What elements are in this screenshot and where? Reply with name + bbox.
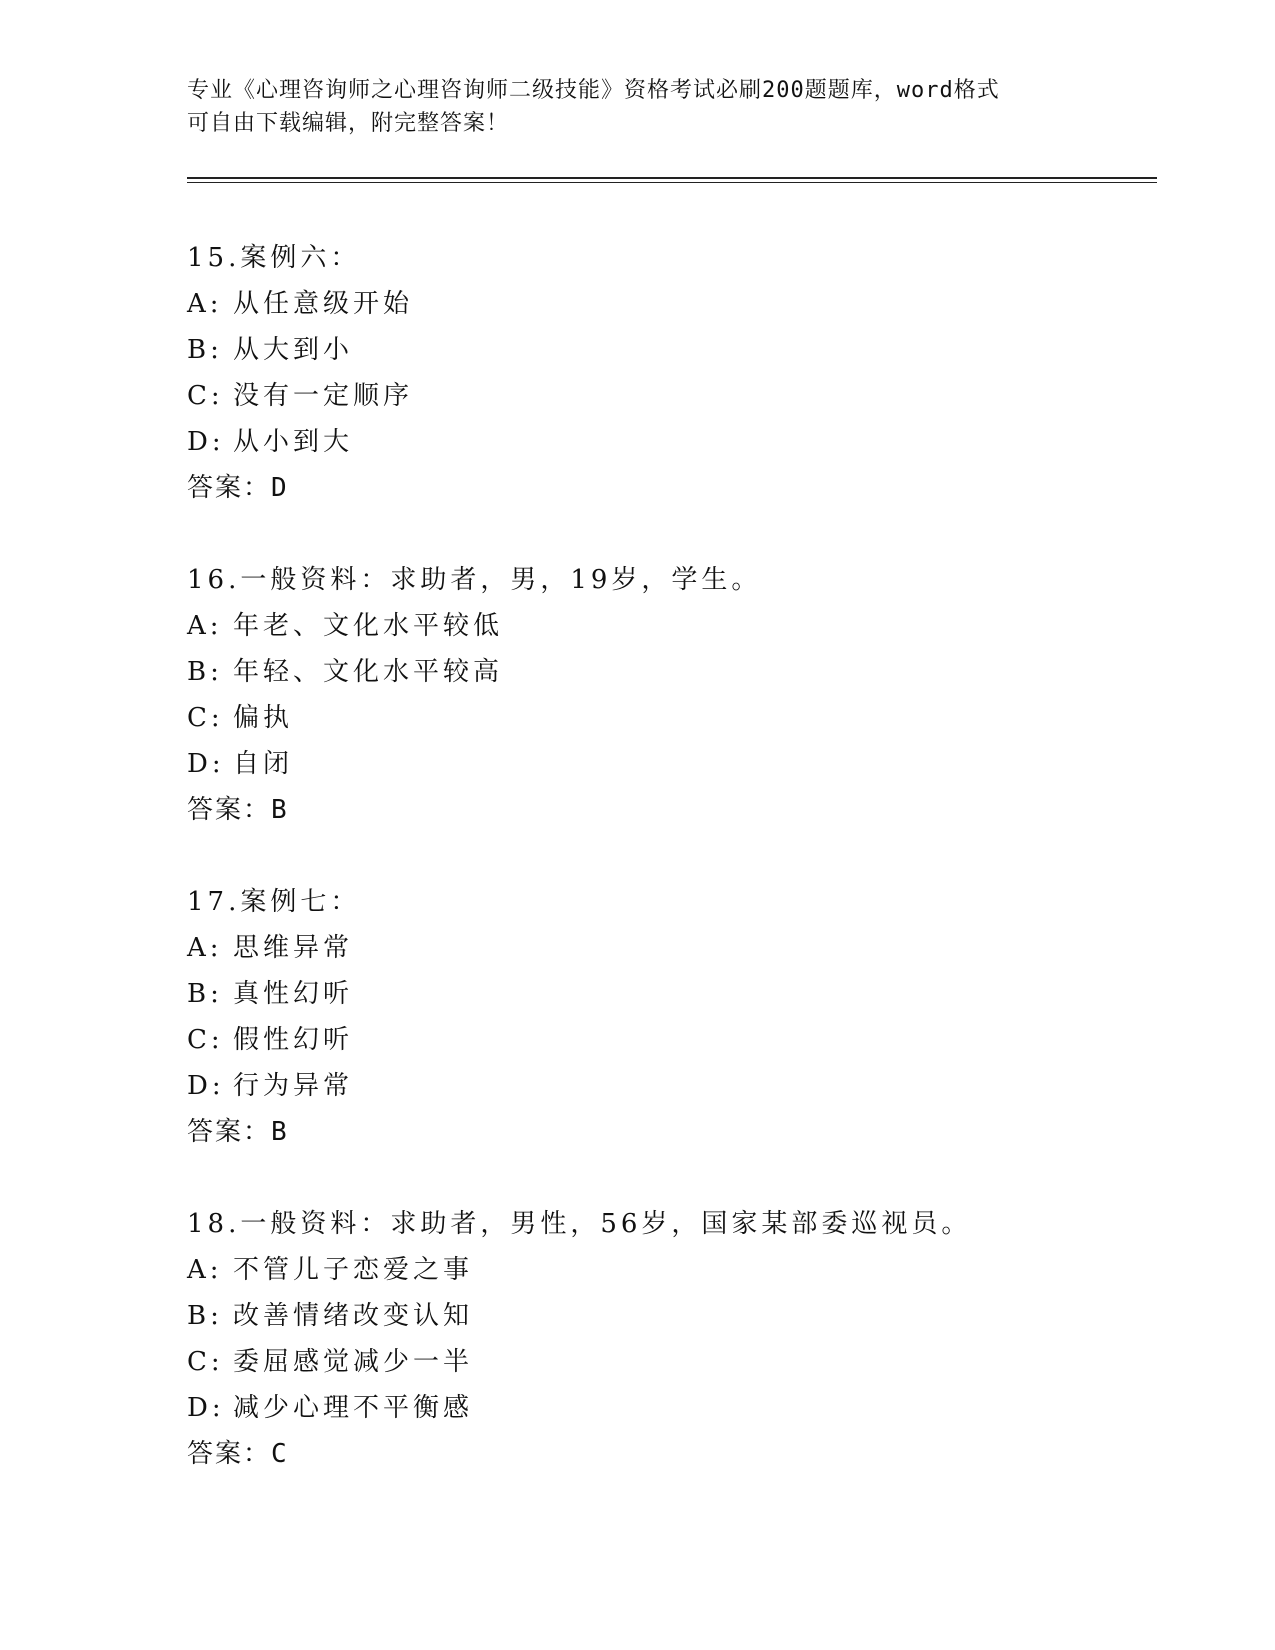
- header-divider-bottom: [187, 182, 1157, 183]
- option-text: 改善情绪改变认知: [233, 1301, 474, 1331]
- question-18: [187, 1201, 1157, 1477]
- option-text: 不管儿子恋爱之事: [233, 1255, 474, 1285]
- option-key: A:: [187, 289, 223, 319]
- option-text: 从大到小: [233, 335, 354, 365]
- header-line-2: 可自由下载编辑，附完整答案！: [187, 111, 510, 136]
- option-text: 真性幻听: [233, 979, 354, 1009]
- option-key: A:: [187, 933, 223, 963]
- question-title: 18.一般资料：求助者，男性，56岁，国家某部委巡视员。: [187, 1209, 972, 1239]
- answer: 答案：B: [187, 795, 289, 825]
- answer: 答案：C: [187, 1439, 289, 1469]
- option-text: 自闭: [233, 749, 294, 779]
- option-d: [187, 1063, 1157, 1109]
- answer: 答案：B: [187, 1117, 289, 1147]
- option-key: A:: [187, 1255, 223, 1285]
- option-a: [187, 925, 1157, 971]
- option-key: C:: [187, 703, 224, 733]
- option-b: [187, 327, 1157, 373]
- option-text: 从小到大: [233, 427, 354, 457]
- option-key: D:: [187, 1393, 225, 1423]
- option-key: A:: [187, 611, 223, 641]
- option-key: B:: [187, 979, 223, 1009]
- option-a: [187, 603, 1157, 649]
- question-title: 15.案例六：: [187, 243, 361, 273]
- option-d: [187, 741, 1157, 787]
- option-text: 行为异常: [233, 1071, 354, 1101]
- option-d: [187, 1385, 1157, 1431]
- option-c: [187, 1017, 1157, 1063]
- option-key: D:: [187, 1071, 225, 1101]
- option-c: [187, 695, 1157, 741]
- option-key: D:: [187, 749, 225, 779]
- option-text: 从任意级开始: [233, 289, 414, 319]
- answer: 答案：D: [187, 473, 289, 503]
- option-text: 年轻、文化水平较高: [233, 657, 504, 687]
- option-b: [187, 649, 1157, 695]
- option-key: D:: [187, 427, 225, 457]
- option-text: 年老、文化水平较低: [233, 611, 504, 641]
- option-c: [187, 373, 1157, 419]
- option-text: 减少心理不平衡感: [233, 1393, 474, 1423]
- option-a: [187, 1247, 1157, 1293]
- option-b: [187, 1293, 1157, 1339]
- option-d: [187, 419, 1157, 465]
- header-line-1: 专业《心理咨询师之心理咨询师二级技能》资格考试必刷200题题库，word格式: [187, 78, 1000, 103]
- option-text: 没有一定顺序: [233, 381, 414, 411]
- header-divider-top: [187, 177, 1157, 179]
- question-list: [187, 235, 1157, 1523]
- option-key: C:: [187, 1025, 224, 1055]
- option-text: 委屈感觉减少一半: [233, 1347, 474, 1377]
- question-17: [187, 879, 1157, 1155]
- option-b: [187, 971, 1157, 1017]
- option-text: 偏执: [233, 703, 294, 733]
- option-key: C:: [187, 381, 224, 411]
- option-key: C:: [187, 1347, 224, 1377]
- option-key: B:: [187, 1301, 223, 1331]
- question-title: 17.案例七：: [187, 887, 361, 917]
- option-text: 假性幻听: [233, 1025, 354, 1055]
- option-c: [187, 1339, 1157, 1385]
- option-text: 思维异常: [233, 933, 354, 963]
- question-15: [187, 235, 1157, 511]
- option-key: B:: [187, 335, 223, 365]
- question-16: [187, 557, 1157, 833]
- option-key: B:: [187, 657, 223, 687]
- question-title: 16.一般资料：求助者，男，19岁，学生。: [187, 565, 762, 595]
- option-a: [187, 281, 1157, 327]
- document-header: [187, 74, 1087, 140]
